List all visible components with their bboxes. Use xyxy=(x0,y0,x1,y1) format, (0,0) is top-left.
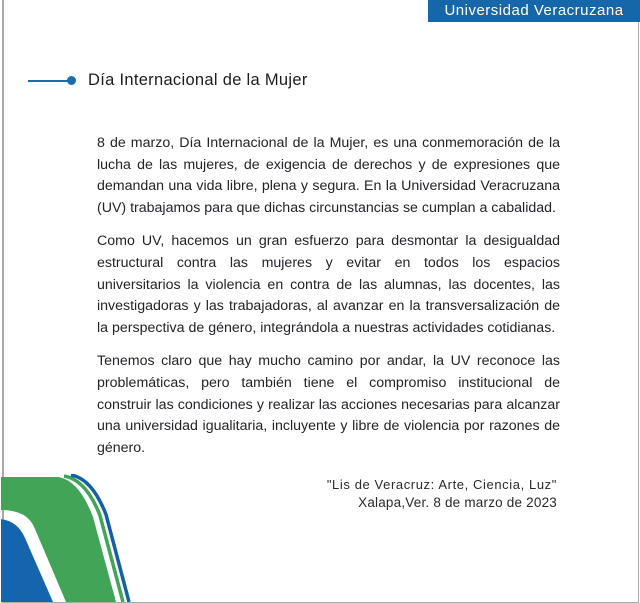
dateline: Xalapa,Ver. 8 de marzo de 2023 xyxy=(358,495,557,510)
body-paragraph: Como UV, hacemos un gran esfuerzo para desmontar la desigualdad estructural contra las mujeres y evitar en todos los espacios universitarios la violencia en contra de las alumnas, las docentes, las investigadoras y las trabajadoras, al avanzar en la transversalización de la perspectiva de género, integrándola a nuestras actividades cotidianas. xyxy=(97,233,560,336)
footer-block xyxy=(327,476,557,511)
title-rule xyxy=(28,80,68,82)
page-title: Día Internacional de la Mujer xyxy=(88,71,308,89)
body-copy xyxy=(97,133,560,471)
title-row xyxy=(28,71,308,90)
university-banner: Universidad Veracruzana xyxy=(428,0,640,22)
body-paragraph: 8 de marzo, Día Internacional de la Mujer, es una conmemoración de la lucha de las mujeres, de exigencia de derechos y de expresiones que demandan una vida libre, plena y segura. En la Universidad Veracruzana (UV) trabajamos para que dichas circunstancias se cumplan a cabalidad. xyxy=(97,135,560,216)
body-paragraph: Tenemos claro que hay mucho camino por andar, la UV reconoce las problemáticas, pero también tiene el compromiso institucional de construir las condiciones y realizar las acciones necesarias para alcanzar una universidad igualitaria, incluyente y libre de violencia por razones de género. xyxy=(97,353,560,456)
page-border-right xyxy=(638,0,640,603)
bullet-dot-icon xyxy=(67,76,76,85)
uv-ribbon-graphic xyxy=(1,474,149,602)
institutional-motto: "Lis de Veracruz: Arte, Ciencia, Luz" xyxy=(326,477,557,492)
